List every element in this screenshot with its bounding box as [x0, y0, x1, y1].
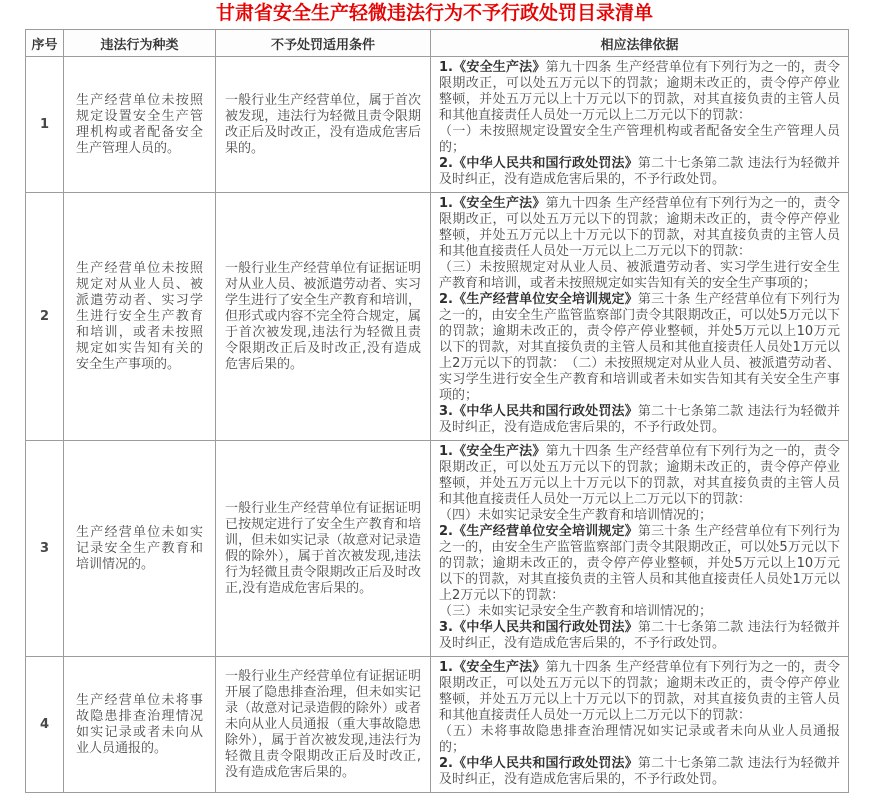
table-row [26, 57, 849, 193]
cell-legal-basis: 1.《安全生产法》第九十四条 生产经营单位有下列行为之一的，责令限期改正，可以处五万元以下的罚款；逾期未改正的，责令停产停业整顿，并处五万元以上十万元以下的罚款，对其直接负责的主管人员和其他直接责任人员处一万元以上二万元以下的罚款： （三）未按照规定对从业人员、被派遣劳动者、实习学生进行安全生产教育和培训，或者未按照规定如实告知有关的安全生产事项的； 2.《生产经营单位安全培训规定》第三十条 生产经营单位有下列行为之一的，由安全生产监管监察部门责令其限期改正，可以处5万元以下的罚款；逾期未改正的，责令停产停业整顿，并处5万元以上10万元以下的罚款，对其直接负责的主管人员和其他直接责任人员处1万元以上2万元以下的罚款： （二）未按照规定对从业人员、被派遣劳动者、实习学生进行安全生产教育和培训或者未如实告知其有关安全生产事项的； 3.《中华人民共和国行政处罚法》第二十七条第二款 违法行为轻微并及时纠正，没有造成危害后果的，不予行政处罚。 [431, 193, 849, 441]
cell-index: 2 [26, 193, 64, 441]
cell-violation-type: 生产经营单位未按照规定对从业人员、被派遣劳动者、实习学生进行安全生产教育和培训，或者未按照规定如实告知有关的安全生产事项的。 [64, 193, 216, 441]
cell-legal-basis: 1.《安全生产法》第九十四条 生产经营单位有下列行为之一的，责令限期改正，可以处五万元以下的罚款；逾期未改正的，责令停产停业整顿，并处五万元以上十万元以下的罚款，对其直接负责的主管人员和其他直接责任人员处一万元以上二万元以下的罚款： （一）未按照规定设置安全生产管理机构或者配备安全生产管理人员的； 2.《中华人民共和国行政处罚法》第二十七条第二款 违法行为轻微并及时纠正，没有造成危害后果的，不予行政处罚。 [431, 57, 849, 193]
cell-index: 4 [26, 657, 64, 793]
cell-legal-basis: 1.《安全生产法》第九十四条 生产经营单位有下列行为之一的，责令限期改正，可以处五万元以下的罚款；逾期未改正的，责令停产停业整顿，并处五万元以上十万元以下的罚款，对其直接负责的主管人员和其他直接责任人员处一万元以上二万元以下的罚款： （五）未将事故隐患排查治理情况如实记录或者未向从业人员通报的； 2.《中华人民共和国行政处罚法》第二十七条第二款 违法行为轻微并及时纠正，没有造成危害后果的，不予行政处罚。 [431, 657, 849, 793]
column-header-index: 序号 [26, 30, 64, 57]
cell-index: 1 [26, 57, 64, 193]
regulation-table [25, 29, 849, 793]
cell-violation-type: 生产经营单位未将事故隐患排查治理情况如实记录或者未向从业人员通报的。 [64, 657, 216, 793]
cell-non-penalty-condition: 一般行业生产经营单位有证据证明已按规定进行了安全生产教育和培训，但未如实记录（故意对记录造假的除外），属于首次被发现,违法行为轻微且责令限期改正后及时改正,没有造成危害后果的。 [216, 441, 431, 657]
cell-violation-type: 生产经营单位未按照规定设置安全生产管理机构或者配备安全生产管理人员的。 [64, 57, 216, 193]
page-title: 甘肃省安全生产轻微违法行为不予行政处罚目录清单 [215, 2, 653, 24]
cell-legal-basis: 1.《安全生产法》第九十四条 生产经营单位有下列行为之一的，责令限期改正，可以处五万元以下的罚款；逾期未改正的，责令停产停业整顿，并处五万元以上十万元以下的罚款，对其直接负责的主管人员和其他直接责任人员处一万元以上二万元以下的罚款： （四）未如实记录安全生产教育和培训情况的； 2.《生产经营单位安全培训规定》第三十条 生产经营单位有下列行为之一的，由安全生产监管监察部门责令其限期改正，可以处5万元以下的罚款；逾期未改正的，责令停产停业整顿，并处5万元以上10万元以下的罚款，对其直接负责的主管人员和其他直接责任人员处1万元以上2万元以下的罚款： （三）未如实记录安全生产教育和培训情况的； 3.《中华人民共和国行政处罚法》第二十七条第二款 违法行为轻微并及时纠正，没有造成危害后果的，不予行政处罚。 [431, 441, 849, 657]
column-header-violation-type: 违法行为种类 [64, 30, 216, 57]
cell-violation-type: 生产经营单位未如实记录安全生产教育和培训情况的。 [64, 441, 216, 657]
cell-non-penalty-condition: 一般行业生产经营单位，属于首次被发现，违法行为轻微且责令限期改正后及时改正，没有造成危害后果的。 [216, 57, 431, 193]
table-body [26, 57, 849, 793]
table-row [26, 657, 849, 793]
column-header-legal-basis: 相应法律依据 [431, 30, 849, 57]
document-page [0, 2, 869, 793]
table-row [26, 441, 849, 657]
table-header-row [26, 30, 849, 57]
cell-non-penalty-condition: 一般行业生产经营单位有证据证明对从业人员、被派遣劳动者、实习学生进行了安全生产教育和培训，但形式或内容不完全符合规定，属于首次被发现,违法行为轻微且责令限期改正后及时改正,没有造成危害后果的。 [216, 193, 431, 441]
column-header-non-penalty-conditions: 不予处罚适用条件 [216, 30, 431, 57]
cell-non-penalty-condition: 一般行业生产经营单位有证据证明开展了隐患排查治理，但未如实记录（故意对记录造假的除外）或者未向从业人员通报（重大事故隐患除外），属于首次被发现,违法行为轻微且责令限期改正后及时改正,没有造成危害后果的。 [216, 657, 431, 793]
table-row [26, 193, 849, 441]
cell-index: 3 [26, 441, 64, 657]
